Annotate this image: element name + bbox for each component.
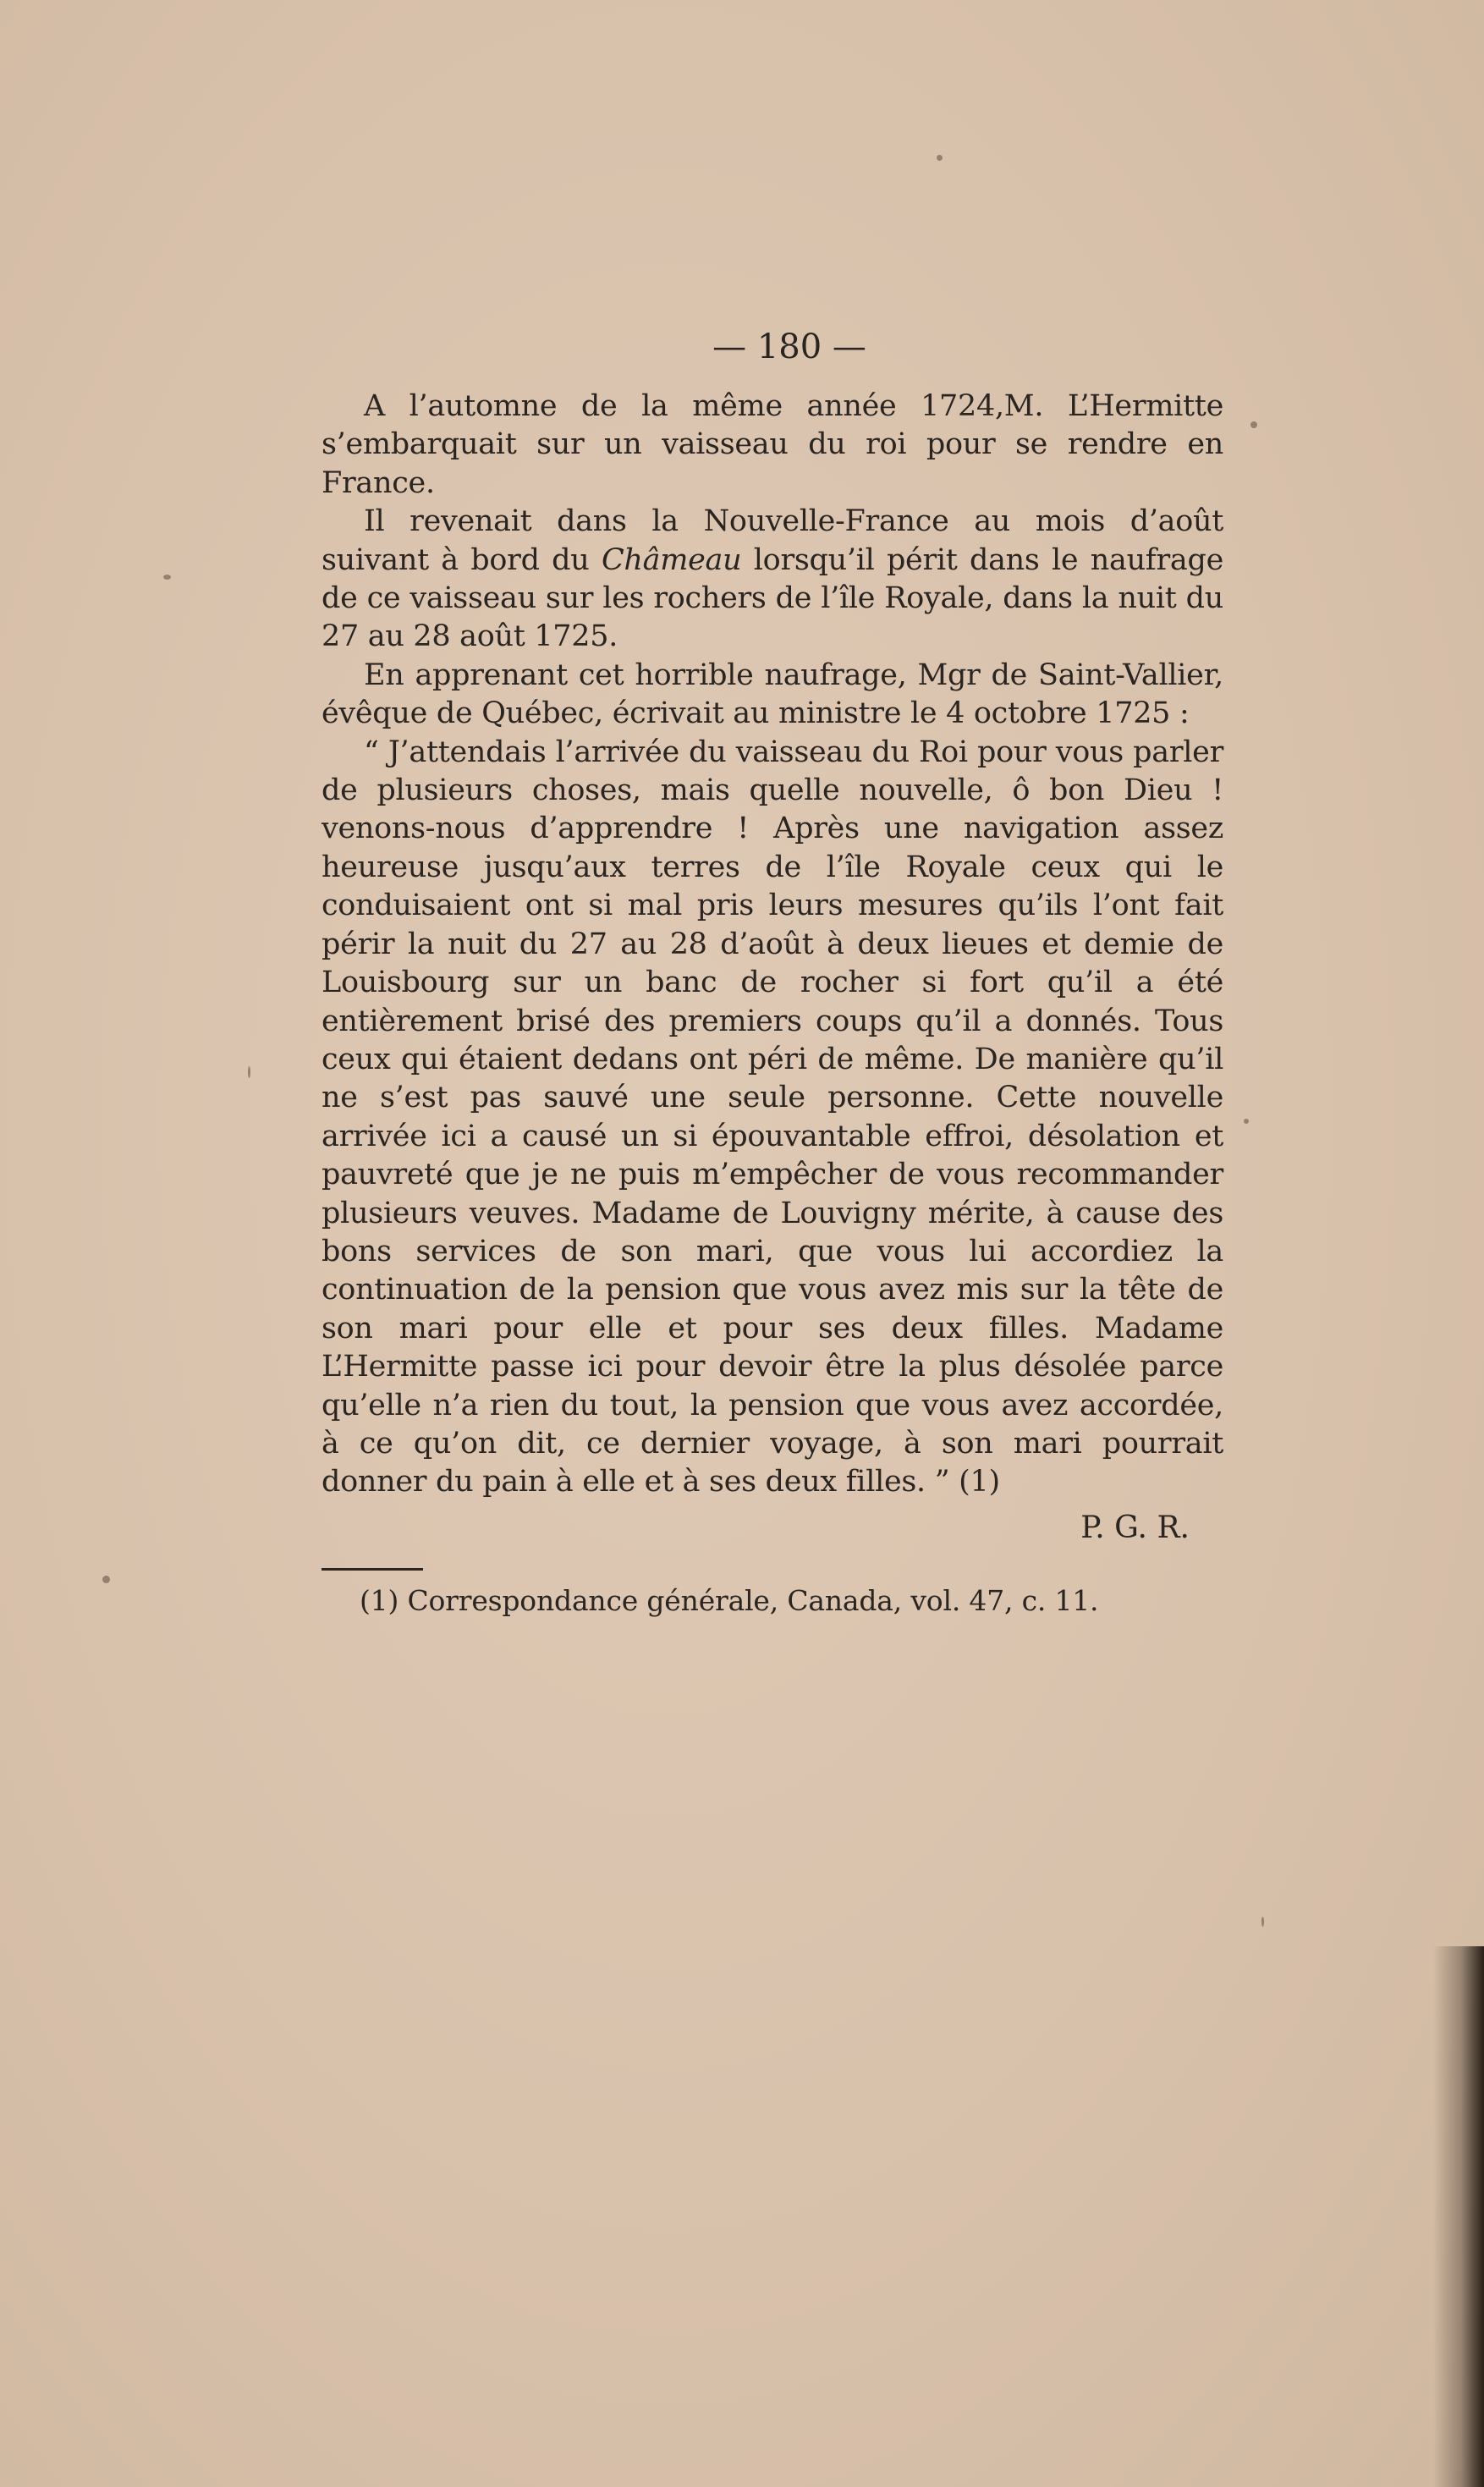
- signature: P. G. R.: [1080, 1510, 1190, 1545]
- paper-speck: [1250, 421, 1257, 428]
- ship-name: Châmeau: [601, 542, 742, 577]
- paragraph-2: [322, 503, 1223, 657]
- paper-speck: [248, 1066, 250, 1078]
- paper-speck: [937, 155, 943, 161]
- paper-speck: [1244, 1119, 1249, 1124]
- paragraph-3-text: En apprenant cet horrible naufrage, Mgr de Saint-Vallier, évêque de Québec, écrivait au ministre le 4 octobre 1725 :: [322, 658, 1223, 731]
- paper-speck: [163, 575, 171, 580]
- paragraph-3: [322, 657, 1223, 734]
- footnote: [322, 1582, 1223, 1620]
- quoted-letter-text: “ J’attendais l’arrivée du vaisseau du Roi pour vous parler de plusieurs choses, mais quelle nouvelle, ô bon Dieu ! venons-nous d’apprendre ! Après une navigation assez heureuse jusqu’aux terres de l’île Royale ceux qui le conduisaient ont si mal pris leurs mesures qu’ils l’ont fait périr la nuit du 27 au 28 d’août à deux lieues et demie de Louisbourg sur un banc de rocher si fort qu’il a été entièrement brisé des premiers coups qu’il a donnés. Tous ceux qui étaient dedans ont péri de même. De manière qu’il ne s’est pas sauvé une seule personne. Cette nouvelle arrivée ici a causé un si épouvantable effroi, désolation et pauvreté que je ne puis m’empêcher de vous recommander plusieurs veuves. Madame de Louvigny mérite, à cause des bons services de son mari, que vous lui accordiez la continuation de la pension que vous avez mis sur la tête de son mari pour elle et pour ses deux filles. Madame L’Hermitte passe ici pour devoir être la plus désolée parce qu’elle n’a rien du tout, la pension que vous avez accordée, à ce qu’on dit, ce dernier voyage, à son mari pourrait donner du pain à elle et à ses deux filles. ” (1): [322, 735, 1223, 1499]
- paper-speck: [1261, 1917, 1264, 1927]
- footnote-marker: (1): [360, 1583, 399, 1617]
- paragraph-2-text-after: lorsqu’il périt dans le naufrage de ce vaisseau sur les rochers de l’île Royale, dans la nuit du 27 au 28 août 1725.: [322, 542, 1223, 654]
- page-edge-shadow: [1433, 1946, 1484, 2487]
- footnote-text: Correspondance générale, Canada, vol. 47, c. 11.: [407, 1583, 1099, 1617]
- paragraph-1-text: A l’automne de la même année 1724,M. L’Hermitte s’embarquait sur un vaisseau du roi pour se rendre en France.: [322, 389, 1223, 500]
- paragraph-2-text-before: Il revenait dans la Nouvelle-France au mois d’août suivant à bord du: [322, 504, 1223, 577]
- paragraph-1: [322, 388, 1223, 503]
- paper-speck: [102, 1576, 110, 1583]
- text-block: [322, 322, 1223, 1620]
- footnote-rule: [322, 1568, 423, 1571]
- page-number: — 180 —: [712, 327, 866, 366]
- quoted-letter: [322, 734, 1223, 1502]
